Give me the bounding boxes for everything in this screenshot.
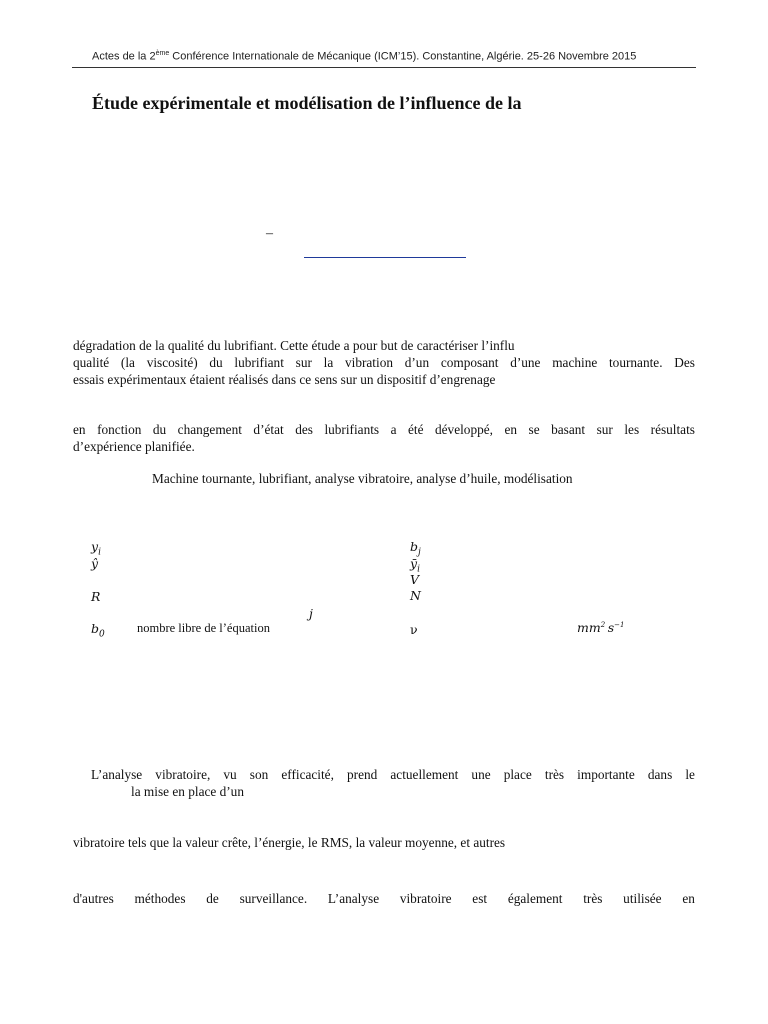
word: importante <box>577 767 635 782</box>
word: se <box>528 422 540 437</box>
word: changement <box>177 422 242 437</box>
word: a <box>390 422 397 437</box>
word: du <box>209 355 223 370</box>
word: composant <box>440 355 499 370</box>
word: machine <box>552 355 598 370</box>
word: actuellement <box>390 767 459 782</box>
word: très <box>583 891 603 906</box>
intro-line-1 <box>91 767 695 783</box>
header-superscript: ème <box>155 50 170 57</box>
nomenclature-y-hat: ŷ <box>91 556 99 571</box>
word: surveillance. <box>239 891 308 906</box>
word: efficacité, <box>281 767 334 782</box>
header-text-post: Conférence Internationale de Mécanique (ICM’15). Constantine, Algérie. 25-26 Novembre 2015 <box>169 50 637 63</box>
word: viscosité) <box>146 355 198 370</box>
header-divider <box>72 67 696 68</box>
word: L’analyse <box>327 891 380 906</box>
word: la <box>323 355 334 370</box>
running-header <box>92 50 636 63</box>
word: (la <box>120 355 135 370</box>
word: son <box>249 767 269 782</box>
word: du <box>152 422 167 437</box>
word: basant <box>551 422 586 437</box>
word: est <box>472 891 488 906</box>
nomenclature-nu: ν <box>410 622 418 637</box>
nomenclature-b0: $b_0$ <box>91 621 105 640</box>
abstract-line-1: dégradation de la qualité du lubrifiant. Cette étude a pour but de caractériser l’influ <box>73 338 515 353</box>
paper-title: Étude expérimentale et modélisation de l’influence de la <box>92 93 522 113</box>
word: vibratoire <box>399 891 452 906</box>
word: en <box>504 422 518 437</box>
word: lubrifiant <box>234 355 284 370</box>
word: en <box>682 891 695 906</box>
word: méthodes <box>134 891 186 906</box>
word: très <box>544 767 565 782</box>
word: sur <box>596 422 613 437</box>
abstract-line-3: essais expérimentaux étaient réalisés dans ce sens sur un dispositif d’engrenage <box>73 372 496 387</box>
abstract-line-2 <box>73 355 695 371</box>
intro-line-2: la mise en place d’un <box>131 784 244 799</box>
word: lubrifiants <box>324 422 380 437</box>
word: vibration <box>344 355 393 370</box>
email-link-underline[interactable] <box>304 257 466 258</box>
word: été <box>408 422 424 437</box>
word: L’analyse <box>91 767 143 782</box>
word: une <box>471 767 491 782</box>
word: prend <box>347 767 378 782</box>
word: le <box>685 767 695 782</box>
word: de <box>206 891 219 906</box>
keywords: Machine tournante, lubrifiant, analyse vibratoire, analyse d’huile, modélisation <box>152 471 573 486</box>
word: d’état <box>253 422 284 437</box>
word: vu <box>223 767 237 782</box>
word: utilisée <box>623 891 662 906</box>
word: en <box>73 422 86 437</box>
nomenclature-b-j: $b_j$ <box>410 539 421 558</box>
word: d’une <box>510 355 541 370</box>
word: d’un <box>404 355 430 370</box>
abstract-line-5: d’expérience planifiée. <box>73 439 195 454</box>
word: des <box>295 422 313 437</box>
header-text-pre: Actes de la 2 <box>92 50 156 63</box>
nomenclature-N: N <box>410 588 421 603</box>
nomenclature-R: R <box>91 589 101 604</box>
nomenclature-y-bar-i: $ȳ_i$ <box>410 556 420 575</box>
intro-line-4 <box>73 891 695 907</box>
word: développé, <box>435 422 493 437</box>
word: place <box>503 767 532 782</box>
word: dans <box>647 767 673 782</box>
nomenclature-b0-description: nombre libre de l’équation <box>137 621 270 635</box>
word: les <box>624 422 640 437</box>
intro-line-3: vibratoire tels que la valeur crête, l’énergie, le RMS, la valeur moyenne, et autres <box>73 835 506 850</box>
nomenclature-j: j <box>309 606 313 621</box>
abstract-line-4 <box>73 422 695 438</box>
word: vibratoire, <box>155 767 211 782</box>
nomenclature-y-i: $y_i$ <box>91 539 101 558</box>
nomenclature-unit: $mm^2$ $s^{-1}$ <box>577 620 625 635</box>
word: également <box>507 891 563 906</box>
nomenclature-V: V <box>410 572 420 587</box>
word: qualité <box>73 355 110 370</box>
word: sur <box>295 355 312 370</box>
word: d'autres <box>73 891 114 906</box>
word: fonction <box>97 422 142 437</box>
word: résultats <box>650 422 695 437</box>
word: tournante. <box>608 355 663 370</box>
word: Des <box>674 355 695 370</box>
author-dash: – <box>266 226 273 241</box>
